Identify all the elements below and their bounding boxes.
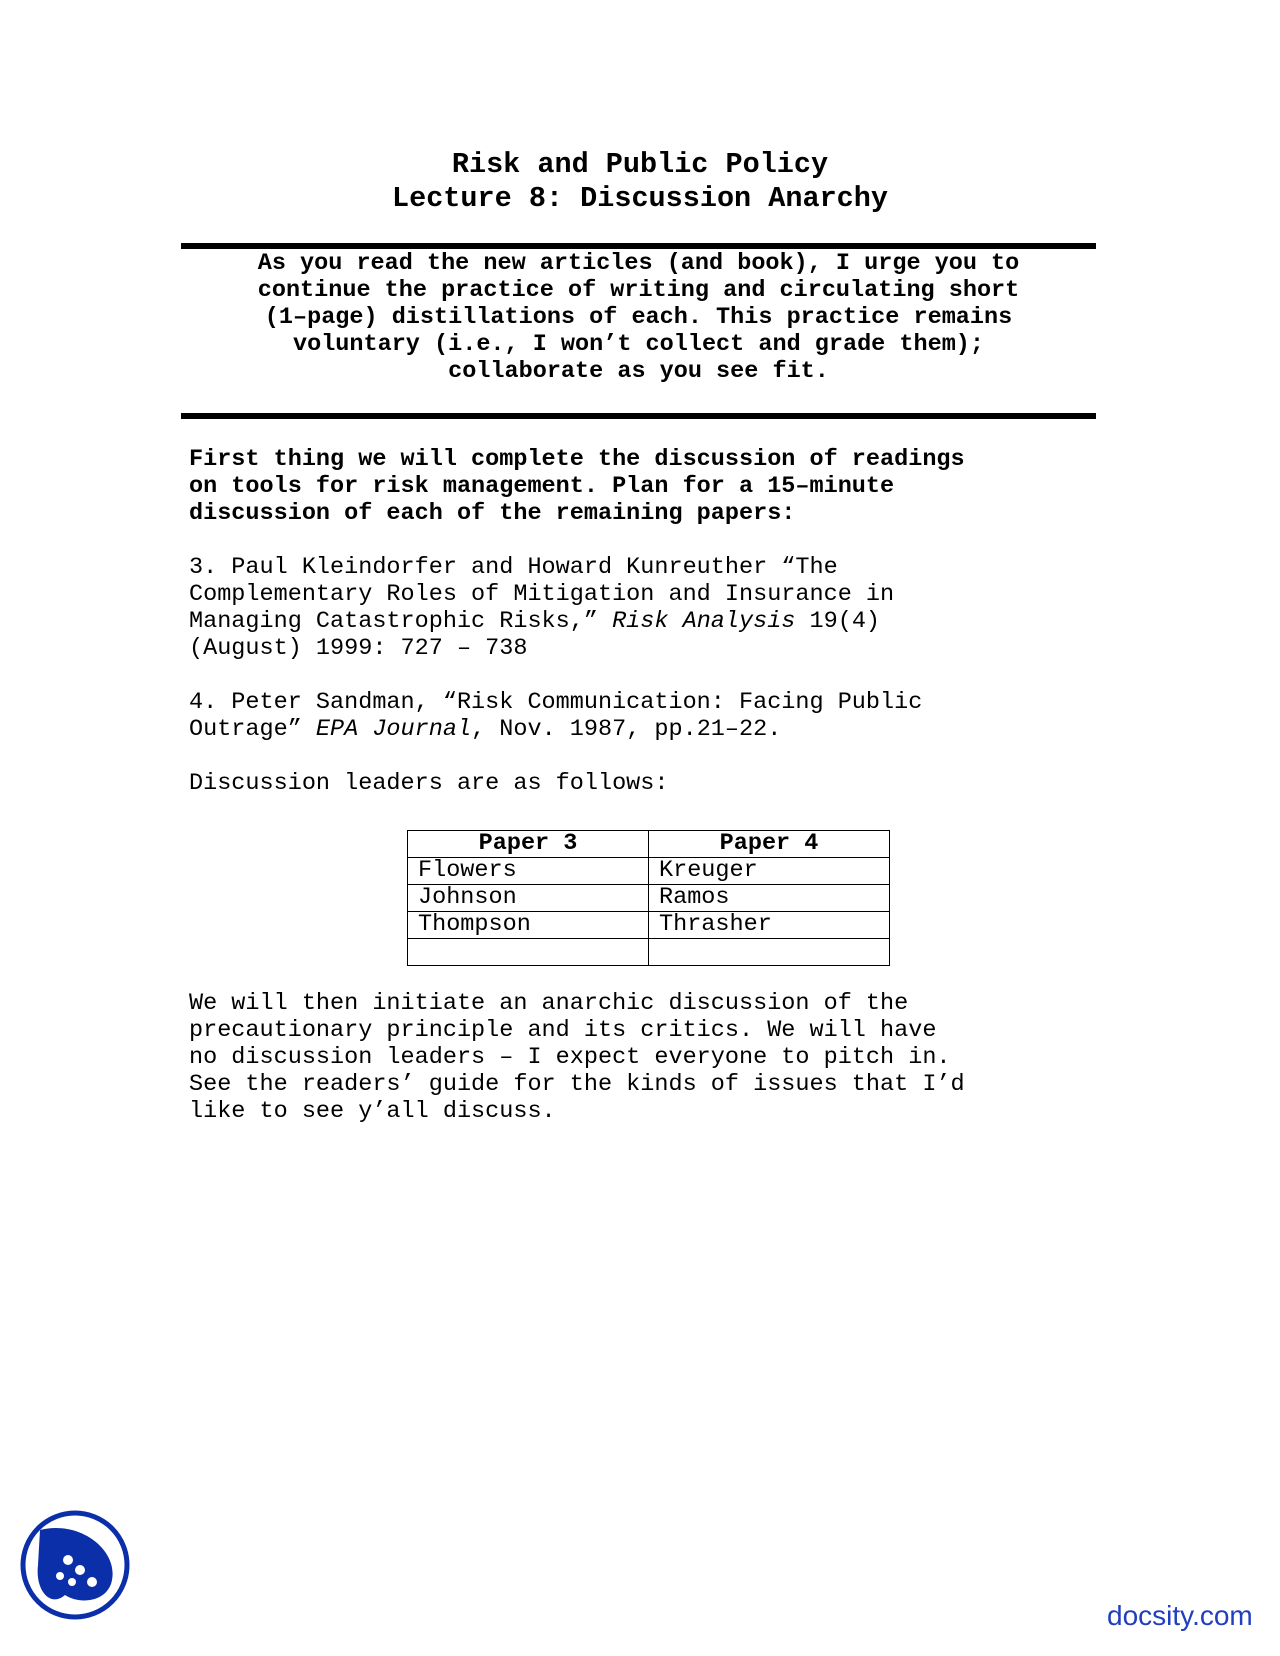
discussion-leaders-table <box>407 830 890 966</box>
table-row <box>408 885 890 912</box>
table-header-row <box>408 831 890 858</box>
title-line-2: Lecture 8: Discussion Anarchy <box>392 182 888 215</box>
table-cell: Kreuger <box>649 858 890 885</box>
first-thing-paragraph: First thing we will complete the discussion of readings on tools for risk management. Plan for a 15–minute discussion of each of the remaining papers: <box>189 446 965 527</box>
reading-4-journal: EPA Journal <box>315 716 472 743</box>
docsity-logo-icon[interactable] <box>20 1510 130 1620</box>
reading-4-citation: 4. Peter Sandman, “Risk Communication: Facing Public Outrage” <box>189 689 923 743</box>
reading-3 <box>189 554 1109 662</box>
bottom-rule <box>181 413 1096 419</box>
table-cell <box>649 939 890 966</box>
table-row <box>408 939 890 966</box>
page-title <box>0 148 1280 216</box>
reading-4-details: , Nov. 1987, pp.21–22. <box>471 716 782 743</box>
table-row <box>408 858 890 885</box>
table-header-paper-3: Paper 3 <box>408 831 649 858</box>
docsity-brand-link[interactable]: docsity.com <box>1107 1600 1253 1631</box>
reading-3-citation: 3. Paul Kleindorfer and Howard Kunreuther “The Complementary Roles of Mitigation and Insurance in Managing Catastrophic Risks,” <box>189 554 895 635</box>
closing-paragraph: We will then initiate an anarchic discussion of the precautionary principle and its critics. We will have no discussion leaders – I expect everyone to pitch in. See the readers’ guide for the kinds of issues that I’d like to see y’all discuss. <box>189 990 965 1125</box>
table-header-paper-4: Paper 4 <box>649 831 890 858</box>
reading-3-journal: Risk Analysis <box>612 608 796 635</box>
leaders-intro: Discussion leaders are as follows: <box>189 770 669 797</box>
table-cell: Johnson <box>408 885 649 912</box>
table-cell: Thrasher <box>649 912 890 939</box>
table-row <box>408 912 890 939</box>
reading-4 <box>189 689 1109 743</box>
reading-3-details: 19(4) (August) 1999: 727 – 738 <box>189 608 881 662</box>
top-rule <box>181 243 1096 249</box>
intro-box-text: As you read the new articles (and book), I urge you to continue the practice of writing and circulating short (1–page) distillations of each. This practice remains voluntary (i.e., I won’t collect and grade them); collaborate as you see fit. <box>257 250 1020 385</box>
table-cell: Flowers <box>408 858 649 885</box>
table-cell: Thompson <box>408 912 649 939</box>
table-cell <box>408 939 649 966</box>
table-cell: Ramos <box>649 885 890 912</box>
title-line-1: Risk and Public Policy <box>451 148 829 181</box>
